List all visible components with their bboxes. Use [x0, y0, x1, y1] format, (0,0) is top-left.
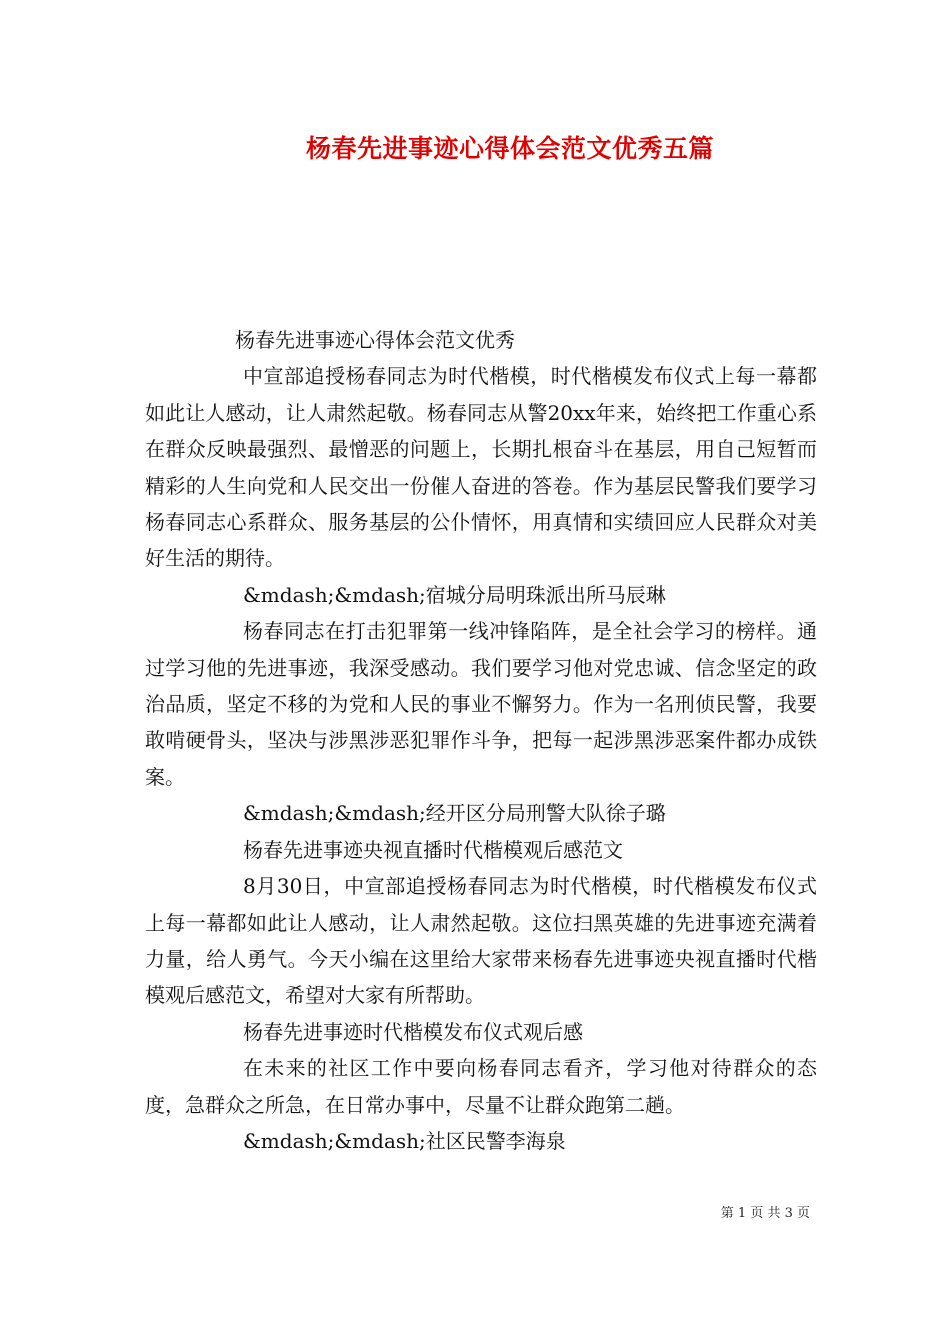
paragraph: 8月30日，中宣部追授杨春同志为时代楷模，时代楷模发布仪式上每一幕都如此让人感动，让人肃然起敬。这位扫黑英雄的先进事迹充满着力量，给人勇气。今天小编在这里给大家带来杨春先进事迹央视直播时代楷模观后感范文，希望对大家有所帮助。 — [145, 874, 817, 1008]
paragraph: 杨春同志在打击犯罪第一线冲锋陷阵，是全社会学习的榜样。通过学习他的先进事迹，我深受感动。我们要学习他对党忠诚、信念坚定的政治品质，坚定不移的为党和人民的事业不懈努力。作为一名刑侦民警，我要敢啃硬骨头，坚决与涉黑涉恶犯罪作斗争，把每一起涉黑涉恶案件都办成铁案。 — [145, 619, 817, 789]
section-heading: 杨春先进事迹央视直播时代楷模观后感范文 — [243, 837, 623, 862]
document-body — [145, 322, 817, 1159]
page-number-footer: 第 1 页 共 3 页 — [720, 1206, 810, 1221]
section-heading: 杨春先进事迹时代楷模发布仪式观后感 — [243, 1019, 583, 1044]
document-title: 杨春先进事迹心得体会范文优秀五篇 — [305, 134, 714, 163]
signature-line: &mdash;&mdash;社区民警李海泉 — [243, 1128, 566, 1153]
section-heading: 杨春先进事迹心得体会范文优秀 — [235, 328, 515, 352]
signature-line: &mdash;&mdash;经开区分局刑警大队徐子璐 — [243, 801, 666, 826]
signature-line: &mdash;&mdash;宿城分局明珠派出所马辰琳 — [243, 582, 666, 607]
paragraph: 在未来的社区工作中要向杨春同志看齐，学习他对待群众的态度，急群众之所急，在日常办事中，尽量不让群众跑第二趟。 — [145, 1056, 817, 1117]
paragraph: 中宣部追授杨春同志为时代楷模，时代楷模发布仪式上每一幕都如此让人感动，让人肃然起敬。杨春同志从警20xx年来，始终把工作重心系在群众反映最强烈、最憎恶的问题上，长期扎根奋斗在基层，用自己短暂而精彩的人生向党和人民交出一份催人奋进的答卷。作为基层民警我们要学习杨春同志心系群众、服务基层的公仆情怀，用真情和实绩回应人民群众对美好生活的期待。 — [145, 364, 817, 571]
